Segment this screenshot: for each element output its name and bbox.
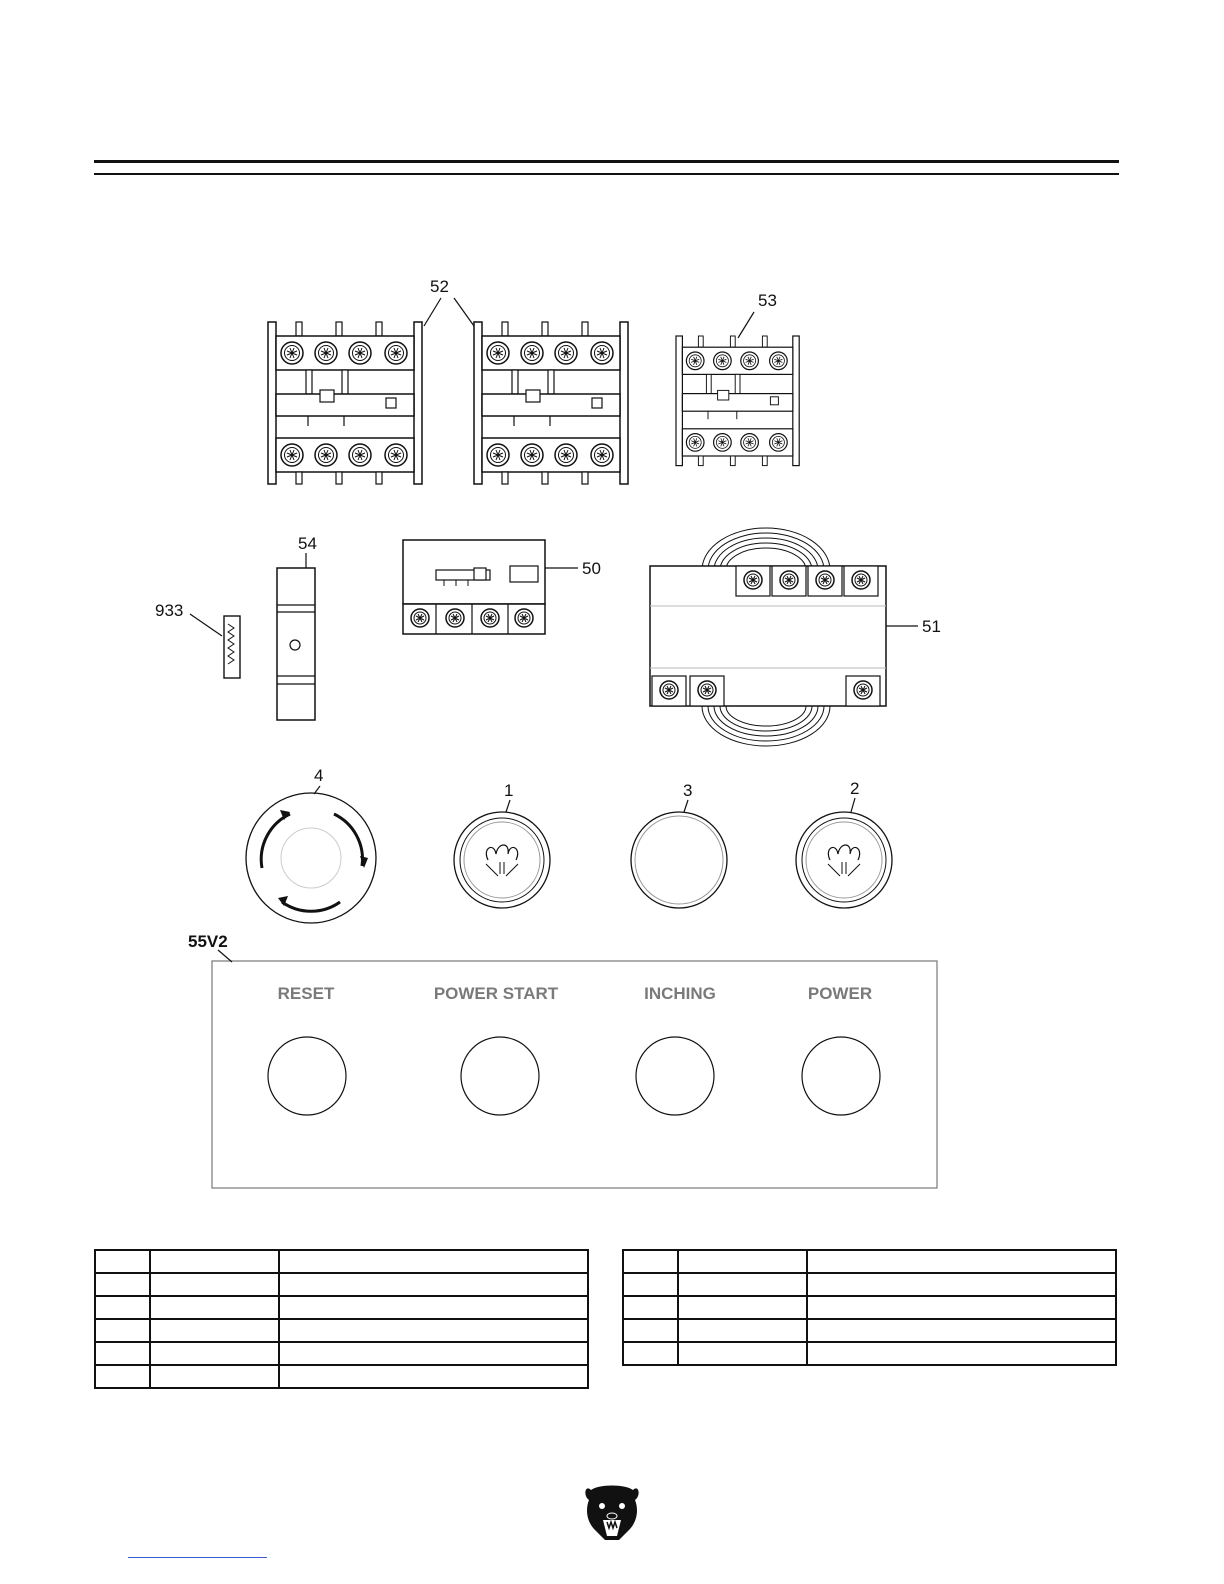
table-cell: [678, 1273, 807, 1296]
table-cell: [279, 1319, 588, 1342]
panel-hole-reset: [268, 1037, 346, 1115]
callout-53: 53: [758, 291, 777, 310]
table-cell: [95, 1319, 150, 1342]
table-cell: [150, 1273, 279, 1296]
panel-label-reset: RESET: [277, 984, 335, 1003]
table-cell: [95, 1342, 150, 1365]
panel-label-power-start: POWER START: [433, 984, 559, 1003]
leader-55v2: [218, 950, 232, 962]
table-cell: [623, 1319, 678, 1342]
panel-label-inching: INCHING: [644, 984, 716, 1003]
table-cell: [807, 1319, 1116, 1342]
table-cell: [623, 1273, 678, 1296]
panel-hole-power-start: [461, 1037, 539, 1115]
callout-933: 933: [155, 601, 184, 620]
table-cell: [623, 1296, 678, 1319]
table-row: [623, 1250, 1116, 1273]
table-row: [95, 1365, 588, 1388]
table-cell: [279, 1342, 588, 1365]
transformer-51: [650, 528, 886, 746]
table-cell: [279, 1250, 588, 1273]
table-row: [95, 1342, 588, 1365]
table-cell: [279, 1296, 588, 1319]
table-row: [623, 1273, 1116, 1296]
leader-1: [506, 800, 510, 812]
callout-55v2: 55V2: [188, 932, 228, 951]
leader-52a: [424, 298, 441, 326]
footer-link-underline[interactable]: [128, 1557, 267, 1558]
table-cell: [807, 1273, 1116, 1296]
bear-head-icon: [583, 1480, 641, 1542]
table-cell: [150, 1296, 279, 1319]
table-cell: [623, 1342, 678, 1365]
parts-table-right: [622, 1249, 1117, 1366]
table-cell: [678, 1250, 807, 1273]
table-row: [623, 1319, 1116, 1342]
callout-54: 54: [298, 534, 317, 553]
callout-51: 51: [922, 617, 941, 636]
table-cell: [95, 1296, 150, 1319]
reset-button-4: [246, 793, 376, 923]
callout-4: 4: [314, 766, 324, 785]
table-cell: [623, 1250, 678, 1273]
fuse-holder-54: [277, 568, 315, 720]
table-cell: [95, 1250, 150, 1273]
table-cell: [150, 1365, 279, 1388]
overload-relay-50: [403, 540, 545, 634]
fuse-933: [224, 616, 240, 678]
table-cell: [807, 1342, 1116, 1365]
callout-1: 1: [504, 781, 514, 800]
table-cell: [678, 1342, 807, 1365]
callout-3: 3: [683, 781, 693, 800]
table-cell: [150, 1319, 279, 1342]
leader-53: [738, 312, 754, 338]
table-row: [95, 1296, 588, 1319]
table-cell: [95, 1365, 150, 1388]
table-cell: [150, 1342, 279, 1365]
table-row: [95, 1273, 588, 1296]
aux-contact-53: [676, 336, 799, 466]
table-row: [95, 1250, 588, 1273]
table-cell: [95, 1273, 150, 1296]
contactor-left: [268, 322, 422, 484]
callout-52: 52: [430, 277, 449, 296]
table-cell: [279, 1273, 588, 1296]
inching-button-3: [631, 812, 727, 908]
parts-table-left: [94, 1249, 589, 1389]
table-cell: [807, 1296, 1116, 1319]
table-row: [623, 1342, 1116, 1365]
table-cell: [150, 1250, 279, 1273]
callout-2: 2: [850, 779, 860, 798]
power-button-2: [796, 812, 892, 908]
power-start-button-1: [454, 812, 550, 908]
table-cell: [807, 1250, 1116, 1273]
leader-2: [851, 798, 855, 812]
table-cell: [678, 1319, 807, 1342]
panel-hole-power: [802, 1037, 880, 1115]
leader-933: [190, 614, 222, 636]
contactor-right: [474, 322, 628, 484]
table-cell: [678, 1296, 807, 1319]
table-row: [623, 1296, 1116, 1319]
table-cell: [279, 1365, 588, 1388]
table-row: [95, 1319, 588, 1342]
panel-hole-inching: [636, 1037, 714, 1115]
panel-label-power: POWER: [807, 984, 873, 1003]
callout-50: 50: [582, 559, 601, 578]
leader-3: [684, 800, 688, 812]
leader-52b: [454, 298, 474, 326]
